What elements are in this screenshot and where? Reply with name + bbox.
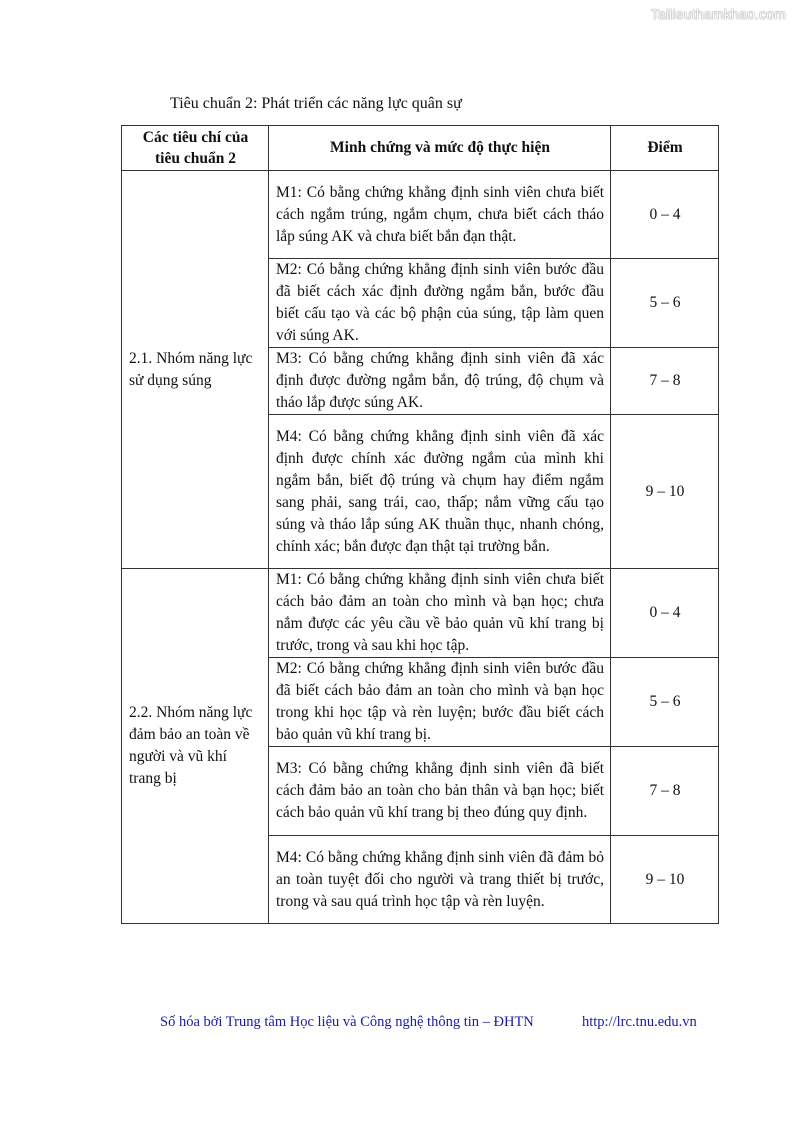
- table-header-row: [122, 126, 719, 171]
- header-evidence: Minh chứng và mức độ thực hiện: [269, 126, 611, 171]
- table-row: [122, 569, 719, 658]
- table-caption: Tiêu chuẩn 2: Phát triển các năng lực quân sự: [170, 95, 462, 112]
- evidence-cell: M2: Có bằng chứng khẳng định sinh viên bước đầu đã biết cách bảo đảm an toàn cho mình và bạn học trong khi học tập và rèn luyện; bước đầu biết cách bảo quản vũ khí trang bị.: [269, 658, 611, 747]
- footer-credit: Số hóa bởi Trung tâm Học liệu và Công nghệ thông tin – ĐHTN: [160, 1014, 534, 1030]
- evidence-cell: M2: Có bằng chứng khẳng định sinh viên bước đầu đã biết cách xác định đường ngắm bắn, bước đầu biết cấu tạo và các bộ phận của súng, tập làm quen với súng AK.: [269, 259, 611, 348]
- score-cell: 9 – 10: [611, 836, 719, 924]
- table-row: [122, 171, 719, 259]
- evidence-cell: M4: Có bằng chứng khẳng định sinh viên đã xác định được chính xác đường ngắm của mình khi ngắm bắn, biết độ trúng và chụm hay điểm ngắm sang phải, sang trái, cao, thấp; nắm vững cấu tạo súng và tháo lắp súng AK thuần thục, nhanh chóng, chính xác; bắn được đạn thật tại trường bắn.: [269, 415, 611, 569]
- evidence-cell: M3: Có bằng chứng khẳng định sinh viên đã biết cách đảm bảo an toàn cho bản thân và bạn học; biết cách bảo quản vũ khí trang bị theo đúng quy định.: [269, 747, 611, 836]
- criterion-cell: 2.2. Nhóm năng lực đảm bảo an toàn về người và vũ khí trang bị: [122, 569, 269, 924]
- evidence-cell: M4: Có bằng chứng khẳng định sinh viên đã đảm bỏ an toàn tuyệt đối cho người và trang thiết bị trước, trong và sau quá trình học tập và rèn luyện.: [269, 836, 611, 924]
- criteria-table: [121, 125, 719, 924]
- evidence-cell: M3: Có bằng chứng khẳng định sinh viên đã xác định được đường ngắm bắn, độ trúng, độ chụm và tháo lắp được súng AK.: [269, 348, 611, 415]
- score-cell: 5 – 6: [611, 658, 719, 747]
- header-score: Điểm: [611, 126, 719, 171]
- evidence-cell: M1: Có bằng chứng khẳng định sinh viên chưa biết cách ngắm trúng, ngắm chụm, chưa biết cách tháo lắp súng AK và chưa biết bắn đạn thật.: [269, 171, 611, 259]
- watermark: Tailieuthamkhao.com: [650, 6, 786, 22]
- score-cell: 7 – 8: [611, 348, 719, 415]
- score-cell: 0 – 4: [611, 569, 719, 658]
- score-cell: 0 – 4: [611, 171, 719, 259]
- score-cell: 7 – 8: [611, 747, 719, 836]
- evidence-cell: M1: Có bằng chứng khẳng định sinh viên chưa biết cách bảo đảm an toàn cho mình và bạn học; chưa nắm được các yêu cầu về bảo quản vũ khí trang bị trước, trong và sau khi học tập.: [269, 569, 611, 658]
- score-cell: 5 – 6: [611, 259, 719, 348]
- header-criteria: Các tiêu chí của tiêu chuẩn 2: [122, 126, 269, 171]
- criterion-cell: 2.1. Nhóm năng lực sử dụng súng: [122, 171, 269, 569]
- score-cell: 9 – 10: [611, 415, 719, 569]
- footer-link[interactable]: http://lrc.tnu.edu.vn: [582, 1014, 697, 1030]
